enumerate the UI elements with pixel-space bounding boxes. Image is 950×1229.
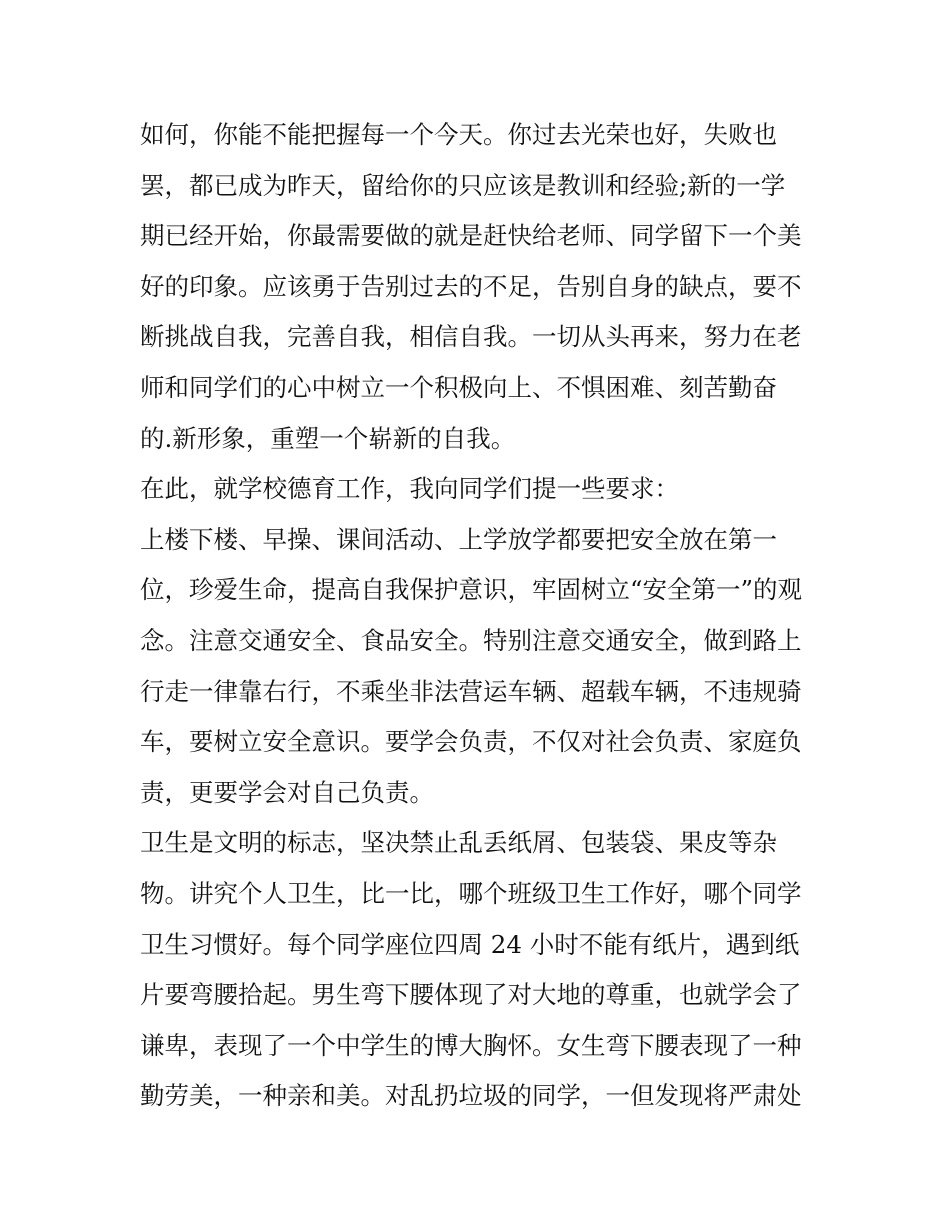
text-line: 的.新形象，重塑一个崭新的自我。 [140,423,516,453]
text-line: 念。注意交通安全、食品安全。特别注意交通安全，做到路上 [140,625,802,655]
text-line: 位，珍爱生命，提高自我保护意识，牢固树立“安全第一”的观 [140,575,803,605]
text-line: 片要弯腰拾起。男生弯下腰体现了对大地的尊重，也就学会了 [140,980,802,1010]
text-line: 期已经开始，你最需要做的就是赶快给老师、同学留下一个美 [140,221,802,251]
text-line: 好的印象。应该勇于告别过去的不足，告别自身的缺点，要不 [140,271,802,301]
text-line: 谦卑，表现了一个中学生的博大胸怀。女生弯下腰表现了一种 [140,1030,802,1060]
text-line: 如何，你能不能把握每一个今天。你过去光荣也好，失败也 [140,120,777,149]
text-line: 卫生习惯好。每个同学座位四周 24 小时不能有纸片，遇到纸 [140,929,800,959]
text-line: 上楼下楼、早操、课间活动、上学放学都要把安全放在第一 [140,524,777,554]
text-line: 断挑战自我，完善自我，相信自我。一切从头再来，努力在老 [140,322,802,352]
text-line: 师和同学们的心中树立一个积极向上、不惧困难、刻苦勤奋 [140,372,777,402]
document-body [140,110,820,1122]
text-line: 勤劳美，一种亲和美。对乱扔垃圾的同学，一但发现将严肃处 [140,1081,802,1111]
text-line: 卫生是文明的标志，坚决禁止乱丢纸屑、包装袋、果皮等杂 [140,828,777,858]
text-line: 车，要树立安全意识。要学会负责，不仅对社会负责、家庭负 [140,727,802,757]
text-line: 物。讲究个人卫生，比一比，哪个班级卫生工作好，哪个同学 [140,878,802,908]
text-line: 责，更要学会对自己负责。 [140,777,434,807]
text-line: 罢，都已成为昨天，留给你的只应该是教训和经验;新的一学 [140,170,786,200]
text-line: 行走一律靠右行，不乘坐非法营运车辆、超载车辆，不违规骑 [140,676,802,706]
text-line: 在此，就学校德育工作，我向同学们提一些要求： [140,474,679,504]
